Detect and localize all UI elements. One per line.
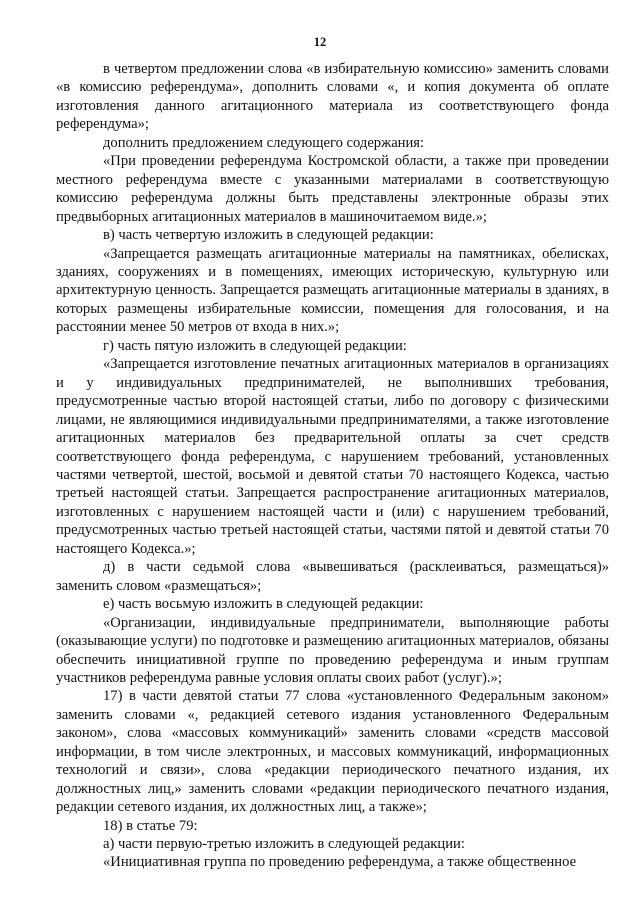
paragraph: «Запрещается размещать агитационные материалы на памятниках, обелисках, зданиях, сооружениях и в помещениях, имеющих историческую, культурную или архитектурную ценность. Запрещается размещать агитационные материалы в зданиях, в которых размещены избирательные комиссии, помещения для голосования, и на расстоянии менее 50 метров от входа в них.»;	[56, 245, 609, 336]
page-number: 12	[313, 35, 327, 49]
paragraph: г) часть пятую изложить в следующей редакции:	[103, 337, 407, 354]
paragraph: «Инициативная группа по проведению референдума, а также общественное	[103, 854, 577, 871]
paragraph: в) часть четвертую изложить в следующей редакции:	[103, 227, 434, 244]
paragraph: дополнить предложением следующего содержания:	[103, 134, 425, 151]
paragraph: «При проведении референдума Костромской области, а также при проведении местного референдума вместе с указанными материалами в соответствующую комиссию референдума должны быть представлены электронные образы этих предвыборных агитационных материалов в машиночитаемом виде.»;	[56, 153, 609, 225]
document-body	[56, 60, 609, 872]
paragraph: 18) в статье 79:	[103, 817, 198, 834]
paragraph: «Организации, индивидуальные предприниматели, выполняющие работы (оказывающие услуги) по подготовке и размещению агитационных материалов, обязаны обеспечить инициативной группе по проведению референдума и иным группам участников референдума равные условия оплаты своих работ (услуг).»;	[56, 614, 609, 686]
paragraph: 17) в части девятой статьи 77 слова «установленного Федеральным законом» заменить словами «, редакцией сетевого издания установленного Федеральным законом», слова «массовых коммуникаций» заменить словами «средств массовой информации, в том числе электронных, и массовых коммуникаций, информационных технологий и связи», слова «редакции периодического печатного издания, их должностных лиц,» заменить словами «редакции периодического печатного издания, редакции сетевого издания, их должностных лиц, а также»;	[56, 688, 609, 816]
paragraph: а) части первую-третью изложить в следующей редакции:	[103, 836, 465, 853]
paragraph: е) часть восьмую изложить в следующей редакции:	[103, 596, 424, 613]
paragraph: в четвертом предложении слова «в избирательную комиссию» заменить словами «в комиссию референдума», дополнить словами «, и копия документа об оплате изготовления данного агитационного материала из соответствующего фонда референдума»;	[56, 61, 609, 133]
paragraph: «Запрещается изготовление печатных агитационных материалов в организациях и у индивидуальных предпринимателей, не выполнивших требования, предусмотренные частью второй настоящей статьи, либо по договору с физическими лицами, не являющимися индивидуальными предпринимателями, а также изготовление агитационных материалов без предварительной оплаты за счет средств соответствующего фонда референдума, с нарушением требований, установленных частями четвертой, шестой, восьмой и девятой статьи 70 настоящего Кодекса, частью третьей настоящей статьи. Запрещается распространение агитационных материалов, изготовленных с нарушением настоящей части и (или) с нарушением требований, предусмотренных частью третьей настоящей статьи, частями пятой и девятой статьи 70 настоящего Кодекса.»;	[56, 356, 609, 557]
paragraph: д) в части седьмой слова «вывешиваться (расклеиваться, размещаться)» заменить словом «размещаться»;	[56, 559, 609, 594]
